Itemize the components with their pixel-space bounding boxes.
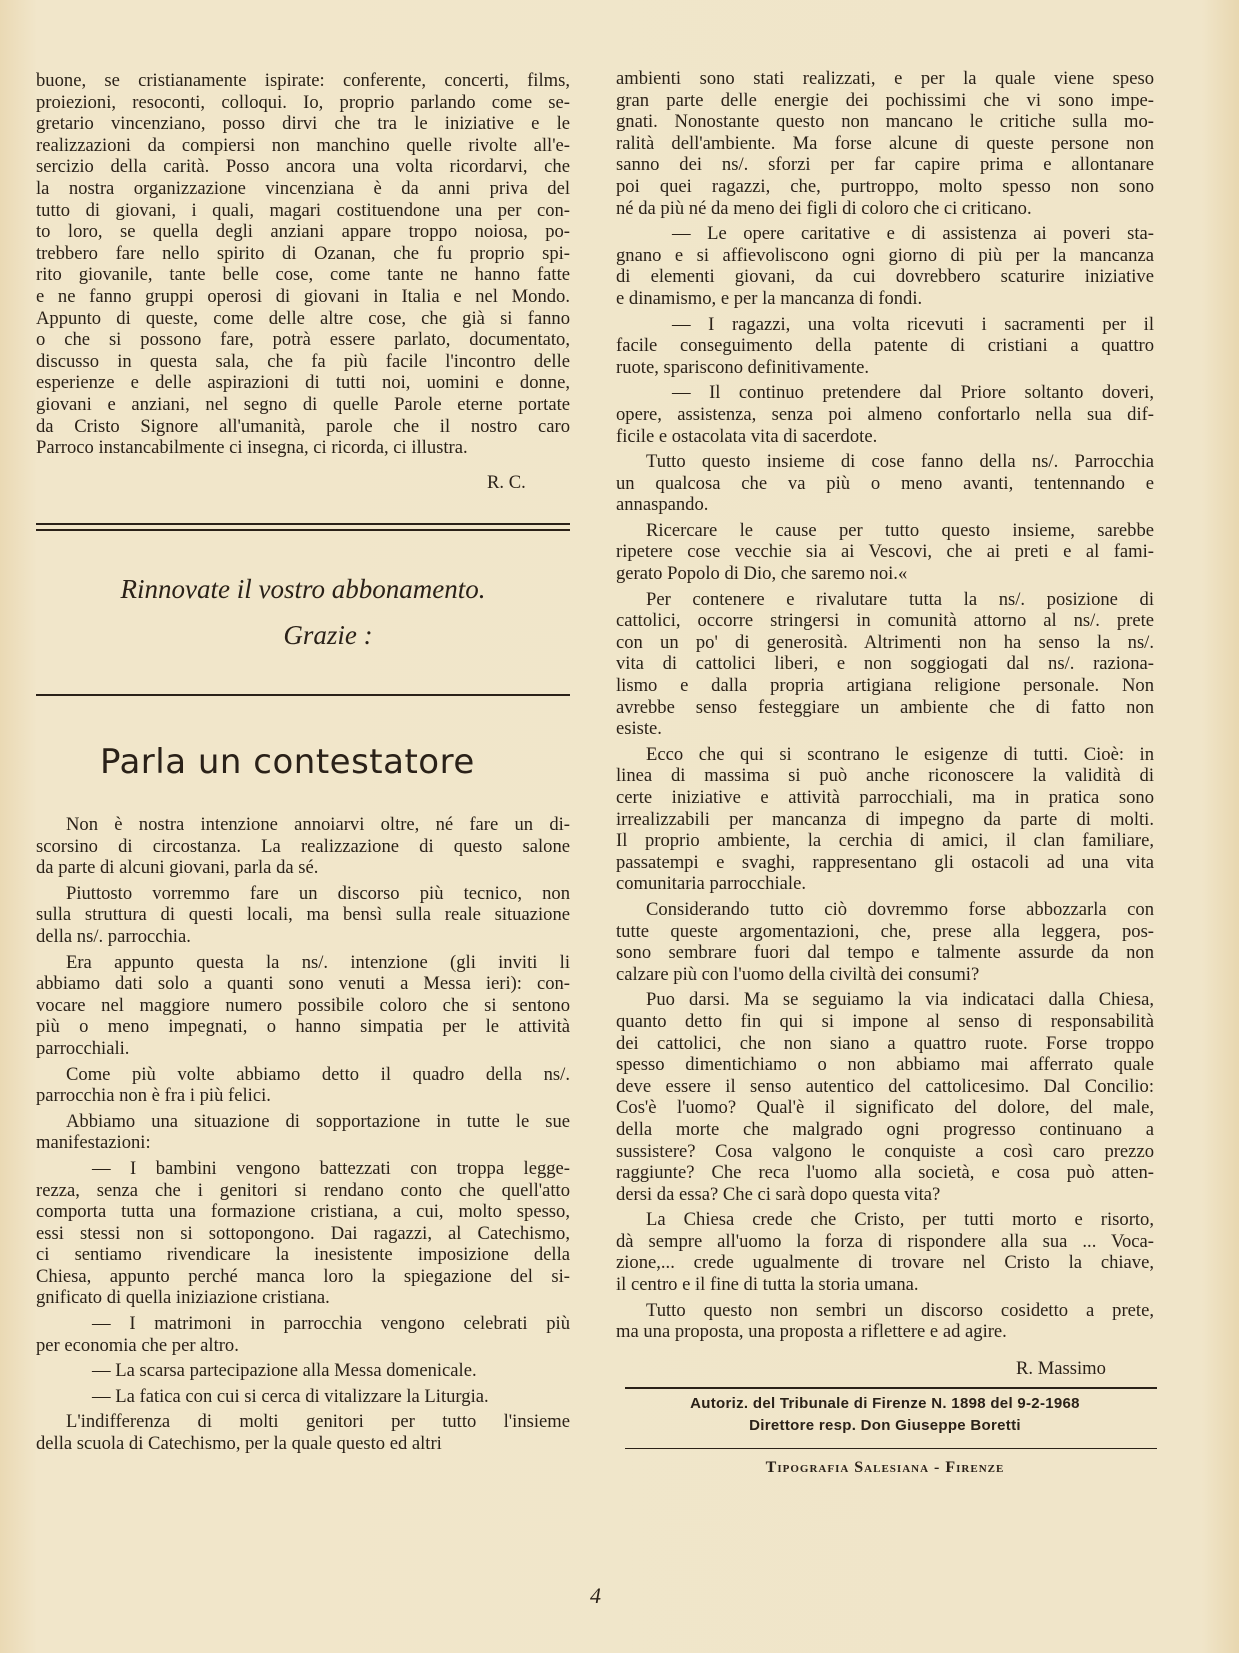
text-line: Era appunto questa la ns/. intenzione (gli inviti li bbox=[66, 951, 570, 973]
paragraph bbox=[36, 1064, 570, 1107]
text-line: comporta tutta una formazione cristiana, a cui, molto spesso, bbox=[36, 1201, 570, 1223]
text-line: ma una proposta, una proposta a riflettere e ad agire. bbox=[616, 1321, 1007, 1343]
text-line: Tutto questo non sembri un discorso cosidetto a prete, bbox=[646, 1299, 1154, 1321]
section-rule bbox=[36, 694, 570, 696]
text-line: — La fatica con cui si cerca di vitalizzare la Liturgia. bbox=[92, 1385, 489, 1407]
text-line: Abbiamo una situazione di sopportazione in tutte le sue bbox=[66, 1110, 570, 1132]
text-line: scorsino di circostanza. La realizzazione di questo salone bbox=[36, 835, 570, 857]
text-line: di elementi giovani, da cui dovrebbero scaturire iniziative bbox=[616, 266, 1154, 288]
double-rule-top bbox=[36, 523, 570, 525]
paragraph bbox=[616, 520, 1154, 585]
text-line: con un po' di generosità. Altrimenti non ha senso la ns/. bbox=[616, 631, 1154, 653]
text-line: — I matrimoni in parrocchia vengono celebrati più bbox=[92, 1313, 570, 1335]
text-line: dei cattolici, che non siano a quattro ruote. Forse troppo bbox=[616, 1032, 1154, 1054]
left-column-article bbox=[36, 814, 570, 1459]
imprint-director: Direttore resp. Don Giuseppe Boretti bbox=[749, 1417, 1021, 1434]
imprint-rule-top bbox=[625, 1387, 1157, 1389]
text-line: Il proprio ambiente, la cerchia di amici, il clan familiare, bbox=[616, 830, 1154, 852]
text-line: tutte queste argomentazioni, che, prese alla leggera, pos- bbox=[616, 920, 1154, 942]
text-line: — La scarsa partecipazione alla Messa domenicale. bbox=[92, 1360, 477, 1382]
text-line: gran parte delle energie dei pochissimi che vi sono impe- bbox=[616, 89, 1154, 111]
text-line: comunitaria parrocchiale. bbox=[616, 873, 806, 895]
paragraph bbox=[36, 814, 570, 879]
imprint-printer: Tipografia Salesiana - Firenze bbox=[765, 1459, 1005, 1476]
text-line: ambienti sono stati realizzati, e per la quale viene speso bbox=[616, 68, 1154, 89]
right-column-article bbox=[616, 68, 1154, 1347]
text-line: calzare più con l'uomo della civiltà dei consumi? bbox=[616, 963, 980, 985]
text-line: da parte di alcuni giovani, parla da sé. bbox=[36, 857, 319, 879]
text-line: buone, se cristianamente ispirate: conferente, concerti, films, bbox=[36, 70, 570, 91]
paragraph bbox=[616, 899, 1154, 985]
text-line: la nostra organizzazione vincenziana è da anni priva del bbox=[36, 177, 570, 199]
text-line: gretario vincenziano, posso dirvi che tra le iniziative e le bbox=[36, 113, 570, 135]
text-line: parrocchia non è fra i più felici. bbox=[36, 1085, 271, 1107]
text-line: Per contenere e rivalutare tutta la ns/. posizione di bbox=[646, 588, 1154, 610]
text-line: gnati. Nonostante questo non mancano le critiche sulla mo- bbox=[616, 111, 1154, 133]
text-line: vita di cattolici liberi, e non soggiogati dal ns/. raziona- bbox=[616, 653, 1154, 675]
text-line: gerato Popolo di Dio, che saremo noi.« bbox=[616, 563, 908, 585]
left-column-intro bbox=[36, 70, 570, 463]
paragraph bbox=[36, 1411, 570, 1454]
text-line: Ricercare le cause per tutto questo insieme, sarebbe bbox=[646, 519, 1154, 541]
text-line: tutto di giovani, i quali, magari costituendone una per con- bbox=[36, 199, 570, 221]
text-line: — I ragazzi, una volta ricevuti i sacramenti per il bbox=[672, 313, 1154, 335]
text-line: e ne fanno gruppi operosi di giovani in Italia e nel Mondo. bbox=[36, 285, 570, 307]
text-line: poi quei ragazzi, che, purtroppo, molto spesso non sono bbox=[616, 175, 1154, 197]
text-line: più o meno impegnati, o hanno simpatia per le attività bbox=[36, 1016, 570, 1038]
text-line: Chiesa, appunto perché manca loro la spiegazione del si- bbox=[36, 1265, 570, 1287]
text-line: dersi da essa? Che ci sarà dopo questa vita? bbox=[616, 1183, 941, 1205]
text-line: lismo e dalla propria artigiana religione personale. Non bbox=[616, 675, 1154, 697]
text-line: per economia che per altro. bbox=[36, 1334, 239, 1356]
text-line: annaspando. bbox=[616, 494, 709, 516]
thanks-notice: Grazie : bbox=[283, 620, 373, 650]
text-line: — Il continuo pretendere dal Priore soltanto doveri, bbox=[672, 382, 1154, 404]
paragraph bbox=[36, 1111, 570, 1154]
text-line: Tutto questo insieme di cose fanno della ns/. Parrocchia bbox=[646, 451, 1154, 473]
text-line: ci sentiamo rivendicare la inesistente imposizione della bbox=[36, 1244, 570, 1266]
text-line: linea di massima si può anche riconoscere la validità di bbox=[616, 765, 1154, 787]
text-line: Parroco instancabilmente ci insegna, ci ricorda, ci illustra. bbox=[36, 437, 468, 459]
text-line: proiezioni, resoconti, colloqui. Io, proprio parlando come se- bbox=[36, 91, 570, 113]
paragraph bbox=[616, 223, 1154, 309]
paragraph bbox=[36, 1158, 570, 1309]
text-line: opere, assistenza, senza poi almeno confortarlo nella sua dif- bbox=[616, 403, 1154, 425]
page-number: 4 bbox=[590, 1583, 601, 1608]
imprint-authorization: Autoriz. del Tribunale di Firenze N. 1898 del 9-2-1968 bbox=[690, 1395, 1080, 1412]
text-line: realizzazioni da compiersi non manchino quelle rivolte all'e- bbox=[36, 134, 570, 156]
paragraph bbox=[616, 989, 1154, 1205]
paragraph bbox=[36, 1313, 570, 1356]
text-line: abbiamo dati solo a quanti sono venuti a Messa ieri): con- bbox=[36, 973, 570, 995]
text-line: avrebbe senso festeggiare un ambiente che di fatto non bbox=[616, 696, 1154, 718]
text-line: ficile e ostacolata vita di sacerdote. bbox=[616, 425, 878, 447]
text-line: cattolici, occorre stringersi in comunità attorno al ns/. prete bbox=[616, 610, 1154, 632]
text-line: ruote, spariscono definitivamente. bbox=[616, 356, 870, 378]
signature-rc: R. C. bbox=[487, 472, 526, 493]
text-line: passatempi e svaghi, rappresentano gli ostacoli ad una vita bbox=[616, 851, 1154, 873]
paragraph bbox=[36, 70, 570, 459]
text-line: Come più volte abbiamo detto il quadro della ns/. bbox=[66, 1063, 570, 1085]
imprint-rule-bottom bbox=[625, 1448, 1157, 1449]
text-line: Considerando tutto ciò dovremmo forse abbozzarla con bbox=[646, 898, 1154, 920]
paragraph bbox=[36, 952, 570, 1060]
text-line: Piuttosto vorremmo fare un discorso più tecnico, non bbox=[66, 882, 570, 904]
text-line: parrocchiali. bbox=[36, 1037, 130, 1059]
text-line: Ecco che qui si scontrano le esigenze di tutti. Cioè: in bbox=[646, 743, 1154, 765]
text-line: quanto detto fin qui si impone al senso di responsabilità bbox=[616, 1010, 1154, 1032]
text-line: spesso dimentichiamo o non abbiamo mai afferrato quale bbox=[616, 1054, 1154, 1076]
text-line: sussistere? Cosa valgono le conquiste a così caro prezzo bbox=[616, 1140, 1154, 1162]
text-line: della scuola di Catechismo, per la quale questo ed altri bbox=[36, 1433, 442, 1455]
text-line: Non è nostra intenzione annoiarvi oltre, né fare un di- bbox=[66, 814, 570, 835]
text-line: della morte che malgrado ogni progresso continuano a bbox=[616, 1118, 1154, 1140]
text-line: Appunto di queste, come delle altre cose, che già si fanno bbox=[36, 307, 570, 329]
text-line: La Chiesa crede che Cristo, per tutti morto e risorto, bbox=[646, 1209, 1154, 1231]
double-rule-bottom bbox=[36, 529, 570, 531]
text-line: discusso in questa sala, che fa più facile l'incontro delle bbox=[36, 350, 570, 372]
paragraph bbox=[36, 1386, 570, 1408]
text-line: certe iniziative e attività parrocchiali, ma in pratica sono bbox=[616, 787, 1154, 808]
text-line: dà sempre all'uomo la forza di rispondere alla sua ... Voca- bbox=[616, 1230, 1154, 1252]
text-line: da Cristo Signore all'umanità, parole che il nostro caro bbox=[36, 415, 570, 437]
text-line: sono sembrare fuori dal tempo e talmente assurde da non bbox=[616, 942, 1154, 964]
paragraph bbox=[616, 451, 1154, 516]
renewal-notice: Rinnovate il vostro abbonamento. bbox=[120, 574, 486, 604]
article-title: Parla un contestatore bbox=[100, 742, 475, 782]
text-line: giovani e anziani, nel segno di quelle Parole eterne portate bbox=[36, 393, 570, 415]
text-line: — Le opere caritative e di assistenza ai poveri sta- bbox=[672, 223, 1154, 245]
text-line: esperienze e delle aspirazioni di tutti noi, uomini e donne, bbox=[36, 372, 570, 394]
text-line: ripetere cose vecchie sia ai Vescovi, che ai preti e al fami- bbox=[616, 541, 1154, 563]
text-line: gnano e si affievoliscono ogni giorno di più per la mancanza bbox=[616, 244, 1154, 266]
text-line: sercizio della carità. Posso ancora una volta ricordarvi, che bbox=[36, 156, 570, 178]
text-line: sanno dei ns/. sforzi per far capire prima e allontanare bbox=[616, 154, 1154, 176]
text-line: ralità dell'ambiente. Ma forse alcune di queste persone non bbox=[616, 132, 1154, 154]
text-line: della ns/. parrocchia. bbox=[36, 925, 191, 947]
text-line: né da più né da meno dei figli di coloro che ci criticano. bbox=[616, 197, 1032, 219]
text-line: esiste. bbox=[616, 718, 662, 740]
text-line: Puo darsi. Ma se seguiamo la via indicataci dalla Chiesa, bbox=[646, 989, 1154, 1011]
text-line: facile conseguimento della patente di cristiani a quattro bbox=[616, 335, 1154, 357]
text-line: rezza, senza che i genitori si rendano conto che quell'atto bbox=[36, 1179, 570, 1201]
text-line: il centro e il fine di tutta la storia umana. bbox=[616, 1274, 919, 1296]
paragraph bbox=[616, 382, 1154, 447]
paragraph bbox=[616, 68, 1154, 219]
text-line: deve essere il senso autentico del cattolicesimo. Dal Concilio: bbox=[616, 1075, 1154, 1097]
paragraph bbox=[36, 1360, 570, 1382]
text-line: — I bambini vengono battezzati con troppa legge- bbox=[92, 1157, 570, 1179]
text-line: zione,... crede ugualmente di trovare nel Cristo la chiave, bbox=[616, 1252, 1154, 1274]
text-line: o che si possono fare, potrà essere parlato, documentato, bbox=[36, 329, 570, 351]
text-line: un qualcosa che va più o meno avanti, tentennando e bbox=[616, 472, 1154, 494]
text-line: to loro, se quella degli anziani appare troppo noiosa, po- bbox=[36, 221, 570, 243]
paragraph bbox=[616, 1209, 1154, 1295]
text-line: irrealizzabili per mancanza di impegno da parte di molti. bbox=[616, 808, 1154, 830]
text-line: essi stessi non si sottopongono. Dai ragazzi, al Catechismo, bbox=[36, 1222, 570, 1244]
text-line: raggiunte? Che reca l'uomo alla società, e cosa può atten- bbox=[616, 1162, 1154, 1184]
paragraph bbox=[616, 744, 1154, 895]
paragraph bbox=[616, 314, 1154, 379]
text-line: Cos'è l'uomo? Qual'è il significato del dolore, del male, bbox=[616, 1097, 1154, 1119]
text-line: vocare nel maggiore numero possibile coloro che si sentono bbox=[36, 994, 570, 1016]
text-line: L'indifferenza di molti genitori per tutto l'insieme bbox=[66, 1411, 570, 1433]
text-line: gnificato di quella iniziazione cristiana. bbox=[36, 1287, 330, 1309]
paragraph bbox=[616, 589, 1154, 740]
signature-author: R. Massimo bbox=[1016, 1358, 1106, 1379]
paragraph bbox=[36, 883, 570, 948]
paragraph bbox=[616, 1300, 1154, 1343]
text-line: e dinamismo, e per la mancanza di fondi. bbox=[616, 287, 923, 309]
text-line: rito giovanile, tante belle cose, come tante ne hanno fatte bbox=[36, 264, 570, 286]
text-line: sulla struttura di questi locali, ma bensì sulla reale situazione bbox=[36, 904, 570, 926]
text-line: trebbero fare nello spirito di Ozanan, che fu proprio spi- bbox=[36, 242, 570, 264]
text-line: manifestazioni: bbox=[36, 1132, 151, 1154]
